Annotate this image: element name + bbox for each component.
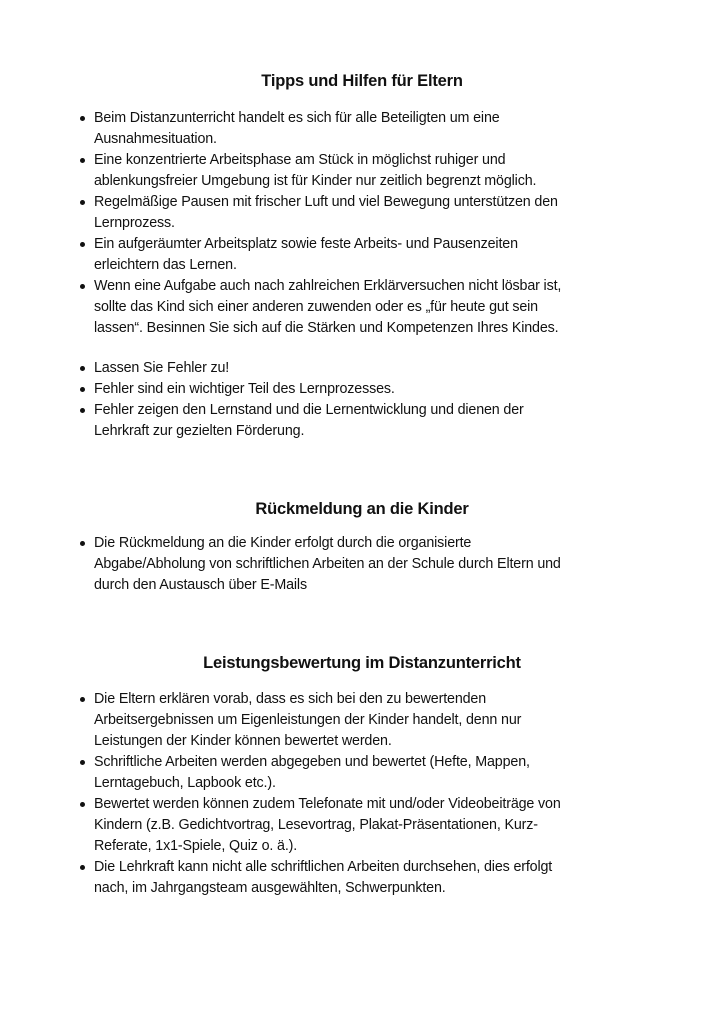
feedback-list — [80, 533, 680, 596]
list-item-text: Eine konzentrierte Arbeitsphase am Stück in möglichst ruhiger und ablenkungsfreier Umgebung ist für Kinder nur zeitlich begrenzt möglich. — [94, 152, 537, 189]
list-item — [80, 276, 680, 339]
list-item — [80, 689, 680, 752]
bullet-icon — [80, 116, 85, 121]
bullet-icon — [80, 200, 85, 205]
bullet-icon — [80, 541, 85, 546]
bullet-icon — [80, 242, 85, 247]
bullet-icon — [80, 284, 85, 289]
tips-list — [80, 108, 680, 339]
bullet-icon — [80, 158, 85, 163]
list-item — [80, 400, 680, 442]
bullet-icon — [80, 802, 85, 807]
bullet-icon — [80, 760, 85, 765]
list-item — [80, 192, 680, 234]
assessment-list — [80, 689, 680, 899]
list-item — [80, 108, 680, 150]
bullet-icon — [80, 366, 85, 371]
list-item — [80, 533, 680, 596]
list-item-text: Die Lehrkraft kann nicht alle schriftlichen Arbeiten durchsehen, dies erfolgt nach, im Jahrgangsteam ausgewählten, Schwerpunkten. — [94, 859, 553, 896]
list-item — [80, 358, 680, 379]
list-item-text: Die Rückmeldung an die Kinder erfolgt durch die organisierte Abgabe/Abholung von schriftlichen Arbeiten an der Schule durch Eltern und durch den Austausch über E-Mails — [94, 535, 561, 593]
list-item-text: Lassen Sie Fehler zu! — [94, 360, 230, 376]
list-item — [80, 857, 680, 899]
bullet-icon — [80, 865, 85, 870]
list-item-text: Ein aufgeräumter Arbeitsplatz sowie feste Arbeits- und Pausenzeiten erleichtern das Lernen. — [94, 236, 518, 273]
list-item-text: Fehler zeigen den Lernstand und die Lernentwicklung und dienen der Lehrkraft zur gezielten Förderung. — [94, 402, 524, 439]
list-item — [80, 150, 680, 192]
list-item — [80, 379, 680, 400]
list-item-text: Die Eltern erklären vorab, dass es sich bei den zu bewertenden Arbeitsergebnissen um Eigenleistungen der Kinder handelt, denn nur Leistungen der Kinder können bewertet werden. — [94, 691, 522, 749]
list-item-text: Schriftliche Arbeiten werden abgegeben und bewertet (Hefte, Mappen, Lerntagebuch, Lapbook etc.). — [94, 754, 530, 791]
list-item — [80, 752, 680, 794]
bullet-icon — [80, 387, 85, 392]
bullet-icon — [80, 697, 85, 702]
bullet-icon — [80, 408, 85, 413]
list-item-text: Bewertet werden können zudem Telefonate mit und/oder Videobeiträge von Kindern (z.B. Gedichtvortrag, Lesevortrag, Plakat-Präsentationen, Kurz- Referate, 1x1-Spiele, Quiz o. ä.). — [94, 796, 561, 854]
errors-list — [80, 358, 680, 442]
list-item-text: Regelmäßige Pausen mit frischer Luft und viel Bewegung unterstützen den Lernprozess. — [94, 194, 558, 231]
list-item — [80, 794, 680, 857]
list-item-text: Beim Distanzunterricht handelt es sich für alle Beteiligten um eine Ausnahmesituation. — [94, 110, 500, 147]
section-heading-rueckmeldung: Rückmeldung an die Kinder — [255, 500, 469, 518]
list-item-text: Wenn eine Aufgabe auch nach zahlreichen Erklärversuchen nicht lösbar ist, sollte das Kind sich einer anderen zuwenden oder es „für heute gut sein lassen“. Besinnen Sie sich auf die Stärken und Kompetenzen Ihres Kindes. — [94, 278, 562, 336]
list-item — [80, 234, 680, 276]
section-heading-tipps: Tipps und Hilfen für Eltern — [261, 72, 463, 90]
section-heading-leistungsbewertung: Leistungsbewertung im Distanzunterricht — [203, 654, 521, 672]
list-item-text: Fehler sind ein wichtiger Teil des Lernprozesses. — [94, 381, 395, 397]
